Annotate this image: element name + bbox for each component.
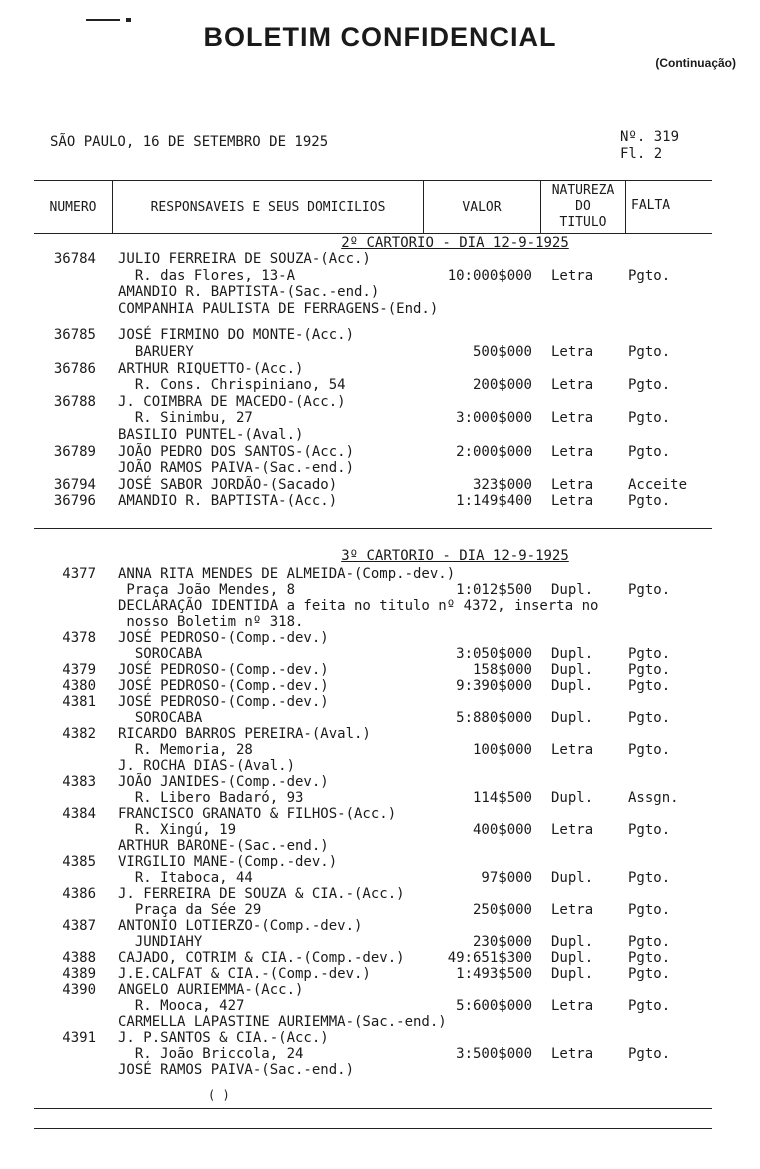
entry-responsible: R. Memoria, 28 bbox=[118, 742, 253, 758]
entry-nature: Dupl. bbox=[551, 966, 594, 982]
entry-responsible: SOROCABA bbox=[118, 710, 203, 726]
table-top-rule bbox=[34, 180, 712, 181]
entry-number: 4386 bbox=[62, 886, 96, 902]
entry-number: 4378 bbox=[62, 630, 96, 646]
entry-value: 49:651$300 bbox=[447, 950, 532, 966]
entry-number: 36789 bbox=[53, 443, 96, 460]
table-row bbox=[0, 444, 760, 460]
col-divider bbox=[423, 180, 424, 233]
entry-responsible: Praça da Sée 29 bbox=[118, 902, 262, 918]
bottom-rule bbox=[34, 1108, 712, 1109]
entry-value: 1:493$500 bbox=[456, 966, 532, 982]
continuation-label: (Continuação) bbox=[655, 56, 736, 70]
col-header-natureza: TITULO bbox=[559, 215, 607, 230]
entry-falta: Pgto. bbox=[628, 966, 671, 982]
entry-value: 100$000 bbox=[472, 742, 532, 758]
entry-nature: Dupl. bbox=[551, 582, 594, 598]
entry-falta: Pgto. bbox=[628, 998, 671, 1014]
entry-value: 3:500$000 bbox=[456, 1046, 532, 1062]
entry-number: 4382 bbox=[62, 726, 96, 742]
entry-falta: Pgto. bbox=[628, 582, 671, 598]
entry-responsible: JOSÉ SABOR JORDÃO-(Sacado) bbox=[118, 476, 338, 493]
entry-nature: Letra bbox=[551, 902, 594, 918]
table-row bbox=[0, 966, 760, 982]
entry-value: 114$500 bbox=[472, 790, 532, 806]
entry-value: 5:600$000 bbox=[456, 998, 532, 1014]
entry-responsible: R. Itaboca, 44 bbox=[118, 870, 253, 886]
entry-value: 200$000 bbox=[472, 377, 532, 394]
table-row bbox=[0, 410, 760, 426]
entry-value: 1:149$400 bbox=[456, 493, 532, 510]
date-line: SÃO PAULO, 16 DE SETEMBRO DE 1925 bbox=[50, 134, 329, 150]
entry-responsible: AMANDIO R. BAPTISTA-(Sac.-end.) bbox=[118, 284, 380, 301]
entry-responsible: JULIO FERREIRA DE SOUZA-(Acc.) bbox=[118, 251, 371, 267]
col-header-numero: NUMERO bbox=[49, 200, 97, 215]
entry-nature: Letra bbox=[551, 493, 594, 510]
entry-nature: Dupl. bbox=[551, 870, 594, 886]
entry-responsible: BASILIO PUNTEL-(Aval.) bbox=[118, 426, 304, 443]
entry-number: 4391 bbox=[62, 1030, 96, 1046]
entry-number: 36796 bbox=[53, 493, 96, 510]
ink-mark bbox=[86, 19, 120, 21]
entry-responsible: JOSÉ PEDROSO-(Comp.-dev.) bbox=[118, 678, 329, 694]
col-header-valor: VALOR bbox=[462, 200, 502, 215]
entry-number: 36788 bbox=[53, 393, 96, 410]
entry-falta: Pgto. bbox=[628, 410, 671, 427]
entry-responsible: R. Sinimbu, 27 bbox=[118, 410, 253, 427]
col-divider bbox=[540, 180, 541, 233]
table-row bbox=[0, 268, 760, 284]
table-row bbox=[0, 1014, 760, 1030]
entry-responsible: J. FERREIRA DE SOUZA & CIA.-(Acc.) bbox=[118, 886, 405, 902]
col-header-natureza: DO bbox=[575, 199, 591, 214]
entry-nature: Letra bbox=[551, 742, 594, 758]
entry-number: 4388 bbox=[62, 950, 96, 966]
table-row bbox=[0, 460, 760, 476]
table-row bbox=[0, 758, 760, 774]
entry-value: 1:012$500 bbox=[456, 582, 532, 598]
entry-falta: Pgto. bbox=[628, 870, 671, 886]
table-row bbox=[0, 806, 760, 822]
entry-nature: Dupl. bbox=[551, 710, 594, 726]
table-row bbox=[0, 918, 760, 934]
entry-nature: Letra bbox=[551, 267, 594, 284]
entry-responsible: J. COIMBRA DE MACEDO-(Acc.) bbox=[118, 393, 346, 410]
entry-falta: Pgto. bbox=[628, 678, 671, 694]
entry-falta: Pgto. bbox=[628, 267, 671, 284]
entry-value: 500$000 bbox=[472, 343, 532, 360]
table-row bbox=[0, 1046, 760, 1062]
table-row bbox=[0, 251, 760, 267]
table-row bbox=[0, 774, 760, 790]
entry-number: 4383 bbox=[62, 774, 96, 790]
entry-responsible: AMANDIO R. BAPTISTA-(Acc.) bbox=[118, 493, 338, 510]
entry-falta: Pgto. bbox=[628, 493, 671, 510]
entry-nature: Letra bbox=[551, 998, 594, 1014]
table-row bbox=[0, 477, 760, 493]
entry-value: 2:000$000 bbox=[456, 443, 532, 460]
table-row bbox=[0, 327, 760, 343]
entry-falta: Pgto. bbox=[628, 646, 671, 662]
entry-responsible: R. Mooca, 427 bbox=[118, 998, 245, 1014]
entry-value: 230$000 bbox=[472, 934, 532, 950]
table-row bbox=[0, 678, 760, 694]
entry-falta: Pgto. bbox=[628, 710, 671, 726]
table-row bbox=[0, 1062, 760, 1078]
section-title: 3º CARTORIO - DIA 12-9-1925 bbox=[341, 548, 569, 564]
entry-falta: Pgto. bbox=[628, 443, 671, 460]
entry-responsible: SOROCABA bbox=[118, 646, 203, 662]
entry-number: 4379 bbox=[62, 662, 96, 678]
entry-value: 400$000 bbox=[472, 822, 532, 838]
entry-responsible: R. Cons. Chrispiniano, 54 bbox=[118, 377, 346, 394]
entry-responsible: ARTHUR BARONE-(Sac.-end.) bbox=[118, 838, 329, 854]
table-row bbox=[0, 284, 760, 300]
table-row bbox=[0, 870, 760, 886]
entry-nature: Letra bbox=[551, 1046, 594, 1062]
table-row bbox=[0, 742, 760, 758]
table-row bbox=[0, 646, 760, 662]
entry-falta: Pgto. bbox=[628, 934, 671, 950]
table-row bbox=[0, 344, 760, 360]
table-row bbox=[0, 1030, 760, 1046]
page-title: BOLETIM CONFIDENCIAL bbox=[203, 22, 557, 52]
entry-value: 323$000 bbox=[472, 476, 532, 493]
entry-number: 4390 bbox=[62, 982, 96, 998]
entry-nature: Letra bbox=[551, 822, 594, 838]
entry-value: 97$000 bbox=[481, 870, 532, 886]
entry-number: 4387 bbox=[62, 918, 96, 934]
entry-responsible: JOSÉ PEDROSO-(Comp.-dev.) bbox=[118, 662, 329, 678]
col-header-natureza: NATUREZA bbox=[551, 183, 615, 198]
entry-number: 4384 bbox=[62, 806, 96, 822]
entry-falta: Pgto. bbox=[628, 822, 671, 838]
entry-responsible: ANGELO AURIEMMA-(Acc.) bbox=[118, 982, 304, 998]
col-divider bbox=[625, 180, 626, 233]
col-divider bbox=[112, 180, 113, 233]
table-header-rule bbox=[34, 233, 712, 234]
entry-number: 4389 bbox=[62, 966, 96, 982]
entry-value: 9:390$000 bbox=[456, 678, 532, 694]
entry-responsible: JOÃO PEDRO DOS SANTOS-(Acc.) bbox=[118, 443, 355, 460]
entry-responsible: JOSÉ PEDROSO-(Comp.-dev.) bbox=[118, 630, 329, 646]
entry-responsible: JOÃO RAMOS PAIVA-(Sac.-end.) bbox=[118, 460, 355, 477]
table-row bbox=[0, 726, 760, 742]
table-row bbox=[0, 361, 760, 377]
table-row bbox=[0, 902, 760, 918]
entry-responsible: J. P.SANTOS & CIA.-(Acc.) bbox=[118, 1030, 329, 1046]
entry-falta: Pgto. bbox=[628, 742, 671, 758]
entry-responsible: R. João Briccola, 24 bbox=[118, 1046, 304, 1062]
entry-number: 36786 bbox=[53, 360, 96, 377]
table-row bbox=[0, 790, 760, 806]
table-row bbox=[0, 630, 760, 646]
entry-number: 4381 bbox=[62, 694, 96, 710]
entry-number: 4377 bbox=[62, 566, 96, 582]
table-row bbox=[0, 394, 760, 410]
entry-responsible: JOSÉ FIRMINO DO MONTE-(Acc.) bbox=[118, 327, 355, 344]
entry-falta: Pgto. bbox=[628, 343, 671, 360]
entry-nature: Dupl. bbox=[551, 950, 594, 966]
entry-nature: Dupl. bbox=[551, 662, 594, 678]
table-row bbox=[0, 694, 760, 710]
entry-responsible: CAJADO, COTRIM & CIA.-(Comp.-dev.) bbox=[118, 950, 405, 966]
bulletin-number: Nº. 319 bbox=[620, 129, 680, 145]
entry-value: 250$000 bbox=[472, 902, 532, 918]
entry-responsible: RICARDO BARROS PEREIRA-(Aval.) bbox=[118, 726, 371, 742]
table-row bbox=[0, 662, 760, 678]
table-row bbox=[0, 710, 760, 726]
table-row bbox=[0, 582, 760, 598]
entry-nature: Letra bbox=[551, 343, 594, 360]
entry-responsible: BARUERY bbox=[118, 343, 194, 360]
entry-responsible: J.E.CALFAT & CIA.-(Comp.-dev.) bbox=[118, 966, 371, 982]
entry-number: 36794 bbox=[53, 476, 96, 493]
entry-responsible: J. ROCHA DIAS-(Aval.) bbox=[118, 758, 296, 774]
entry-falta: Pgto. bbox=[628, 377, 671, 394]
entry-responsible: R. das Flores, 13-A bbox=[118, 267, 296, 284]
table-row bbox=[0, 427, 760, 443]
section-divider bbox=[34, 528, 712, 529]
table-row bbox=[0, 301, 760, 317]
entry-responsible: COMPANHIA PAULISTA DE FERRAGENS-(End.) bbox=[118, 300, 439, 317]
entry-responsible: FRANCISCO GRANATO & FILHOS-(Acc.) bbox=[118, 806, 397, 822]
entry-value: 3:000$000 bbox=[456, 410, 532, 427]
entry-nature: Dupl. bbox=[551, 934, 594, 950]
entry-falta: Pgto. bbox=[628, 662, 671, 678]
entry-value: 10:000$000 bbox=[447, 267, 532, 284]
entry-responsible: DECLARAÇÃO IDENTIDA a feita no titulo nº 4372, inserta no bbox=[118, 598, 599, 614]
entry-number: 4385 bbox=[62, 854, 96, 870]
col-header-falta: FALTA bbox=[631, 198, 671, 213]
entry-value: 3:050$000 bbox=[456, 646, 532, 662]
entry-responsible: ARTHUR RIQUETTO-(Acc.) bbox=[118, 360, 304, 377]
entry-responsible: R. Xingú, 19 bbox=[118, 822, 237, 838]
bottom-rule bbox=[34, 1128, 712, 1129]
table-row bbox=[0, 822, 760, 838]
table-row bbox=[0, 493, 760, 509]
entry-nature: Letra bbox=[551, 476, 594, 493]
entry-responsible: VIRGILIO MANE-(Comp.-dev.) bbox=[118, 854, 338, 870]
table-row bbox=[0, 950, 760, 966]
table-row bbox=[0, 934, 760, 950]
entry-responsible: R. Libero Badaró, 93 bbox=[118, 790, 304, 806]
entry-responsible: Praça João Mendes, 8 bbox=[118, 582, 296, 598]
entry-responsible: CARMELLA LAPASTINE AURIEMMA-(Sac.-end.) bbox=[118, 1014, 447, 1030]
entry-number: 36784 bbox=[53, 251, 96, 267]
entry-value: 158$000 bbox=[472, 662, 532, 678]
entry-responsible: JUNDIAHY bbox=[118, 934, 203, 950]
entry-falta: Assgn. bbox=[628, 790, 679, 806]
entry-responsible: ANTONIO LOTIERZO-(Comp.-dev.) bbox=[118, 918, 363, 934]
section-title: 2º CARTORIO - DIA 12-9-1925 bbox=[341, 235, 569, 251]
table-row bbox=[0, 598, 760, 614]
col-header-responsaveis: RESPONSAVEIS E SEUS DOMICILIOS bbox=[150, 200, 386, 215]
table-row bbox=[0, 614, 760, 630]
page-mark: ( ) bbox=[208, 1088, 230, 1102]
entry-responsible: JOÃO JANIDES-(Comp.-dev.) bbox=[118, 774, 329, 790]
sheet-number: Fl. 2 bbox=[620, 146, 663, 162]
entry-nature: Letra bbox=[551, 377, 594, 394]
entry-nature: Dupl. bbox=[551, 790, 594, 806]
table-row bbox=[0, 998, 760, 1014]
entry-number: 4380 bbox=[62, 678, 96, 694]
table-row bbox=[0, 982, 760, 998]
entry-falta: Pgto. bbox=[628, 1046, 671, 1062]
entry-value: 5:880$000 bbox=[456, 710, 532, 726]
entry-falta: Pgto. bbox=[628, 950, 671, 966]
table-row bbox=[0, 854, 760, 870]
entry-nature: Letra bbox=[551, 443, 594, 460]
entry-nature: Letra bbox=[551, 410, 594, 427]
entry-falta: Pgto. bbox=[628, 902, 671, 918]
table-row bbox=[0, 566, 760, 582]
table-row bbox=[0, 838, 760, 854]
entry-responsible: ANNA RITA MENDES DE ALMEIDA-(Comp.-dev.) bbox=[118, 566, 456, 582]
entry-falta: Acceite bbox=[628, 476, 688, 493]
table-row bbox=[0, 886, 760, 902]
entry-responsible: JOSÉ PEDROSO-(Comp.-dev.) bbox=[118, 694, 329, 710]
entry-nature: Dupl. bbox=[551, 646, 594, 662]
entry-nature: Dupl. bbox=[551, 678, 594, 694]
entry-responsible: JOSÉ RAMOS PAIVA-(Sac.-end.) bbox=[118, 1062, 355, 1078]
entry-responsible: nosso Boletim nº 318. bbox=[118, 614, 304, 630]
entry-number: 36785 bbox=[53, 327, 96, 344]
table-row bbox=[0, 377, 760, 393]
